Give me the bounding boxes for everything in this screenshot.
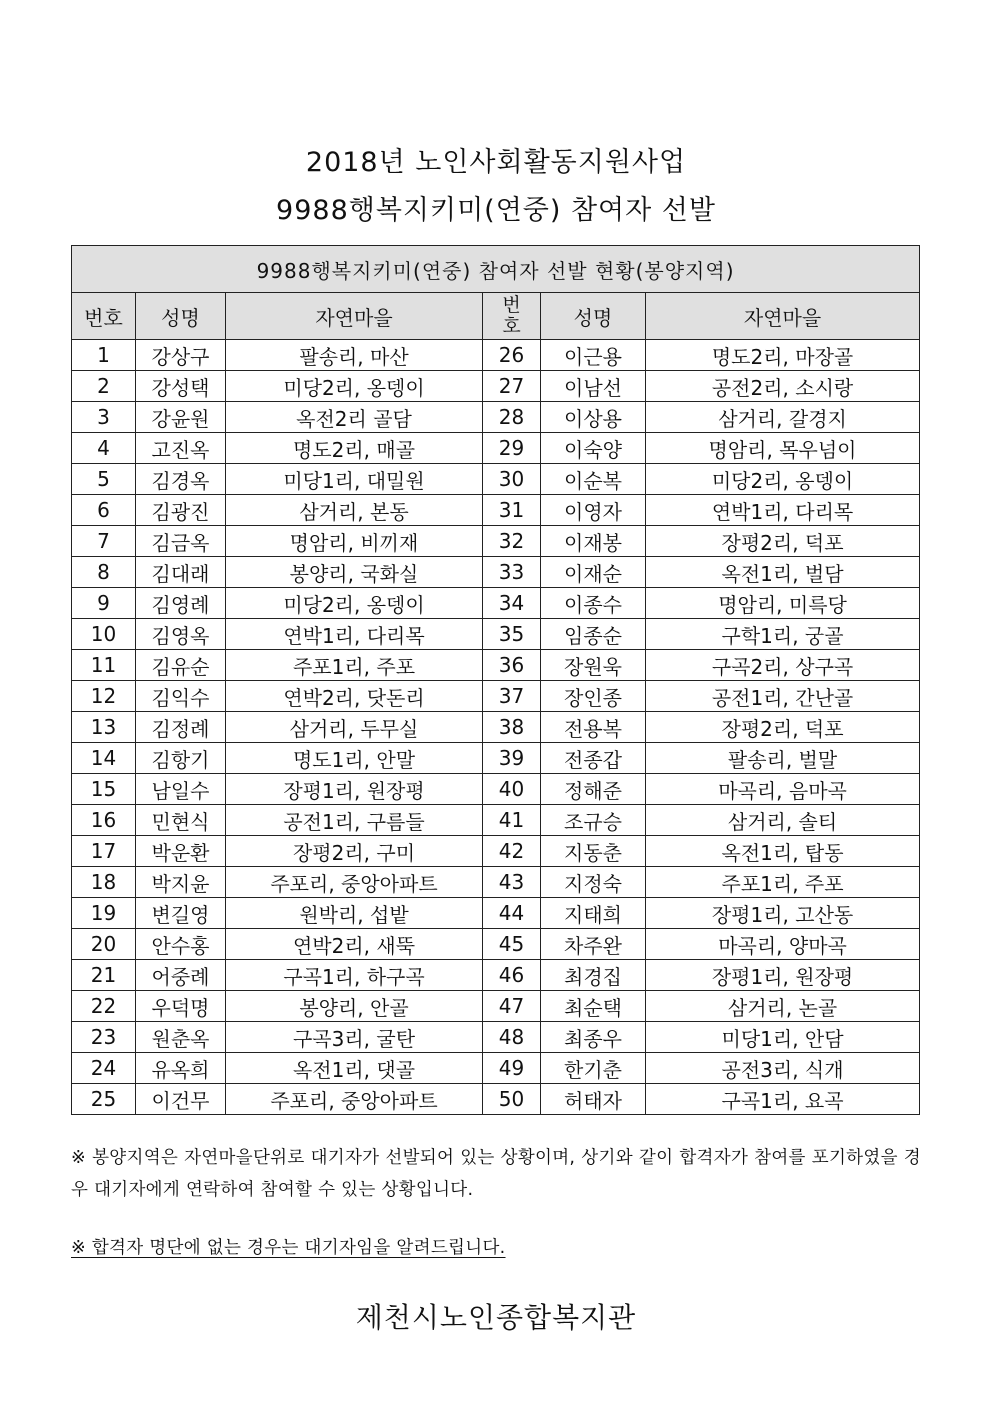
village-name: 명암리, 목우넘이 bbox=[646, 433, 920, 464]
header-village-left: 자연마을 bbox=[226, 293, 483, 340]
village-name: 팔송리, 마산 bbox=[226, 340, 483, 371]
row-number: 50 bbox=[483, 1084, 541, 1115]
village-name: 미당1리, 안담 bbox=[646, 1022, 920, 1053]
header-no-right: 번 호 bbox=[483, 293, 541, 340]
participant-name: 김영옥 bbox=[136, 619, 226, 650]
village-name: 봉양리, 국화실 bbox=[226, 557, 483, 588]
village-name: 공전1리, 구름들 bbox=[226, 805, 483, 836]
row-number: 36 bbox=[483, 650, 541, 681]
waitlist-note: ※ 봉양지역은 자연마을단위로 대기자가 선발되어 있는 상황이며, 상기와 같이 합격자가 참여를 포기하였을 경우 대기자에게 연락하여 참여할 수 있는 상황입니다. bbox=[71, 1148, 921, 1200]
participant-name: 유옥희 bbox=[136, 1053, 226, 1084]
village-name: 명암리, 비끼재 bbox=[226, 526, 483, 557]
participant-name: 이상용 bbox=[541, 402, 646, 433]
row-number: 31 bbox=[483, 495, 541, 526]
table-row bbox=[72, 712, 920, 743]
table-row bbox=[72, 433, 920, 464]
table-row bbox=[72, 867, 920, 898]
participant-name: 이종수 bbox=[541, 588, 646, 619]
village-name: 구곡2리, 상구곡 bbox=[646, 650, 920, 681]
participant-name: 김광진 bbox=[136, 495, 226, 526]
village-name: 명암리, 미륵당 bbox=[646, 588, 920, 619]
participant-name: 전용복 bbox=[541, 712, 646, 743]
table-row bbox=[72, 774, 920, 805]
document-title-line1: 2018년 노인사회활동지원사업 bbox=[305, 147, 687, 178]
village-name: 봉양리, 안골 bbox=[226, 991, 483, 1022]
participant-name: 김익수 bbox=[136, 681, 226, 712]
participant-name: 장원욱 bbox=[541, 650, 646, 681]
participant-name: 강상구 bbox=[136, 340, 226, 371]
village-name: 옥전1리, 탑동 bbox=[646, 836, 920, 867]
header-no-left: 번호 bbox=[72, 293, 136, 340]
row-number: 33 bbox=[483, 557, 541, 588]
village-name: 삼거리, 솔티 bbox=[646, 805, 920, 836]
participant-name: 김유순 bbox=[136, 650, 226, 681]
participant-name: 지태희 bbox=[541, 898, 646, 929]
participant-name: 지동춘 bbox=[541, 836, 646, 867]
village-name: 구곡1리, 요곡 bbox=[646, 1084, 920, 1115]
participant-name: 어중례 bbox=[136, 960, 226, 991]
village-name: 구곡3리, 굴탄 bbox=[226, 1022, 483, 1053]
row-number: 1 bbox=[72, 340, 136, 371]
participant-name: 김항기 bbox=[136, 743, 226, 774]
row-number: 19 bbox=[72, 898, 136, 929]
village-name: 공전1리, 간난골 bbox=[646, 681, 920, 712]
row-number: 21 bbox=[72, 960, 136, 991]
row-number: 40 bbox=[483, 774, 541, 805]
row-number: 41 bbox=[483, 805, 541, 836]
participant-name: 김영례 bbox=[136, 588, 226, 619]
village-name: 연박2리, 닷돈리 bbox=[226, 681, 483, 712]
participant-name: 박운환 bbox=[136, 836, 226, 867]
table-row bbox=[72, 898, 920, 929]
header-village-right: 자연마을 bbox=[646, 293, 920, 340]
participant-name: 고진옥 bbox=[136, 433, 226, 464]
participant-name: 조규승 bbox=[541, 805, 646, 836]
village-name: 장평1리, 원장평 bbox=[226, 774, 483, 805]
row-number: 39 bbox=[483, 743, 541, 774]
row-number: 15 bbox=[72, 774, 136, 805]
village-name: 원박리, 섭밭 bbox=[226, 898, 483, 929]
document-title-line2: 9988행복지키미(연중) 참여자 선발 bbox=[276, 195, 716, 226]
village-name: 옥전1리, 댓골 bbox=[226, 1053, 483, 1084]
village-name: 연박2리, 새뚝 bbox=[226, 929, 483, 960]
participant-name: 이남선 bbox=[541, 371, 646, 402]
participant-name: 전종갑 bbox=[541, 743, 646, 774]
row-number: 20 bbox=[72, 929, 136, 960]
table-row bbox=[72, 340, 920, 371]
village-name: 명도1리, 안말 bbox=[226, 743, 483, 774]
row-number: 49 bbox=[483, 1053, 541, 1084]
row-number: 38 bbox=[483, 712, 541, 743]
participant-name: 이재봉 bbox=[541, 526, 646, 557]
village-name: 마곡리, 양마곡 bbox=[646, 929, 920, 960]
village-name: 팔송리, 벌말 bbox=[646, 743, 920, 774]
participant-name: 강성택 bbox=[136, 371, 226, 402]
row-number: 27 bbox=[483, 371, 541, 402]
village-name: 명도2리, 마장골 bbox=[646, 340, 920, 371]
village-name: 명도2리, 매골 bbox=[226, 433, 483, 464]
row-number: 47 bbox=[483, 991, 541, 1022]
row-number: 37 bbox=[483, 681, 541, 712]
participant-name: 강윤원 bbox=[136, 402, 226, 433]
row-number: 9 bbox=[72, 588, 136, 619]
village-name: 장평2리, 구미 bbox=[226, 836, 483, 867]
row-number: 45 bbox=[483, 929, 541, 960]
table-row bbox=[72, 991, 920, 1022]
header-name-left: 성명 bbox=[136, 293, 226, 340]
participant-name: 허태자 bbox=[541, 1084, 646, 1115]
row-number: 6 bbox=[72, 495, 136, 526]
village-name: 옥전1리, 벌담 bbox=[646, 557, 920, 588]
row-number: 7 bbox=[72, 526, 136, 557]
row-number: 3 bbox=[72, 402, 136, 433]
row-number: 23 bbox=[72, 1022, 136, 1053]
row-number: 48 bbox=[483, 1022, 541, 1053]
row-number: 43 bbox=[483, 867, 541, 898]
village-name: 연박1리, 다리목 bbox=[646, 495, 920, 526]
participant-name: 안수홍 bbox=[136, 929, 226, 960]
village-name: 공전2리, 소시랑 bbox=[646, 371, 920, 402]
village-name: 구학1리, 궁골 bbox=[646, 619, 920, 650]
row-number: 8 bbox=[72, 557, 136, 588]
table-row bbox=[72, 960, 920, 991]
village-name: 주포1리, 주포 bbox=[646, 867, 920, 898]
village-name: 삼거리, 본동 bbox=[226, 495, 483, 526]
table-row bbox=[72, 402, 920, 433]
row-number: 46 bbox=[483, 960, 541, 991]
participant-name: 임종순 bbox=[541, 619, 646, 650]
participant-name: 최경집 bbox=[541, 960, 646, 991]
village-name: 삼거리, 논골 bbox=[646, 991, 920, 1022]
participant-name: 김정례 bbox=[136, 712, 226, 743]
row-number: 13 bbox=[72, 712, 136, 743]
table-row bbox=[72, 495, 920, 526]
village-name: 장평1리, 원장평 bbox=[646, 960, 920, 991]
participant-name: 김금옥 bbox=[136, 526, 226, 557]
table-row bbox=[72, 588, 920, 619]
participant-name: 김대래 bbox=[136, 557, 226, 588]
row-number: 42 bbox=[483, 836, 541, 867]
row-number: 30 bbox=[483, 464, 541, 495]
participant-name: 지정숙 bbox=[541, 867, 646, 898]
village-name: 미당2리, 옹뎅이 bbox=[646, 464, 920, 495]
table-row bbox=[72, 650, 920, 681]
table-row bbox=[72, 464, 920, 495]
village-name: 옥전2리 골담 bbox=[226, 402, 483, 433]
participant-name: 이재순 bbox=[541, 557, 646, 588]
village-name: 장평1리, 고산동 bbox=[646, 898, 920, 929]
table-row bbox=[72, 1053, 920, 1084]
row-number: 2 bbox=[72, 371, 136, 402]
participant-name: 이숙양 bbox=[541, 433, 646, 464]
participant-name: 차주완 bbox=[541, 929, 646, 960]
participant-name: 원춘옥 bbox=[136, 1022, 226, 1053]
participant-name: 이근용 bbox=[541, 340, 646, 371]
village-name: 주포1리, 주포 bbox=[226, 650, 483, 681]
row-number: 26 bbox=[483, 340, 541, 371]
village-name: 미당1리, 대밀원 bbox=[226, 464, 483, 495]
participant-name: 이영자 bbox=[541, 495, 646, 526]
participant-name: 변길영 bbox=[136, 898, 226, 929]
village-name: 장평2리, 덕포 bbox=[646, 712, 920, 743]
village-name: 구곡1리, 하구곡 bbox=[226, 960, 483, 991]
table-row bbox=[72, 557, 920, 588]
row-number: 12 bbox=[72, 681, 136, 712]
organization-name: 제천시노인종합복지관 bbox=[355, 1301, 637, 1334]
row-number: 34 bbox=[483, 588, 541, 619]
waitlist-notice-underlined: ※ 합격자 명단에 없는 경우는 대기자임을 알려드립니다. bbox=[71, 1238, 506, 1258]
table-row bbox=[72, 526, 920, 557]
table-row bbox=[72, 619, 920, 650]
table-body bbox=[72, 340, 920, 1115]
row-number: 29 bbox=[483, 433, 541, 464]
row-number: 25 bbox=[72, 1084, 136, 1115]
participant-name: 정해준 bbox=[541, 774, 646, 805]
participant-name: 장인종 bbox=[541, 681, 646, 712]
village-name: 연박1리, 다리목 bbox=[226, 619, 483, 650]
participant-table bbox=[71, 245, 920, 1115]
table-row bbox=[72, 929, 920, 960]
village-name: 미당2리, 옹뎅이 bbox=[226, 371, 483, 402]
row-number: 14 bbox=[72, 743, 136, 774]
row-number: 5 bbox=[72, 464, 136, 495]
row-number: 10 bbox=[72, 619, 136, 650]
row-number: 17 bbox=[72, 836, 136, 867]
table-row bbox=[72, 743, 920, 774]
table-banner: 9988행복지키미(연중) 참여자 선발 현황(봉양지역) bbox=[72, 246, 920, 293]
row-number: 4 bbox=[72, 433, 136, 464]
row-number: 24 bbox=[72, 1053, 136, 1084]
row-number: 11 bbox=[72, 650, 136, 681]
village-name: 미당2리, 옹뎅이 bbox=[226, 588, 483, 619]
row-number: 44 bbox=[483, 898, 541, 929]
village-name: 주포리, 중앙아파트 bbox=[226, 867, 483, 898]
row-number: 16 bbox=[72, 805, 136, 836]
row-number: 32 bbox=[483, 526, 541, 557]
village-name: 공전3리, 식개 bbox=[646, 1053, 920, 1084]
participant-name: 남일수 bbox=[136, 774, 226, 805]
participant-name: 이건무 bbox=[136, 1084, 226, 1115]
participant-name: 김경옥 bbox=[136, 464, 226, 495]
row-number: 28 bbox=[483, 402, 541, 433]
table-row bbox=[72, 836, 920, 867]
participant-name: 최종우 bbox=[541, 1022, 646, 1053]
table-row bbox=[72, 371, 920, 402]
header-name-right: 성명 bbox=[541, 293, 646, 340]
participant-name: 박지윤 bbox=[136, 867, 226, 898]
table-row bbox=[72, 1022, 920, 1053]
village-name: 장평2리, 덕포 bbox=[646, 526, 920, 557]
row-number: 18 bbox=[72, 867, 136, 898]
participant-name: 민현식 bbox=[136, 805, 226, 836]
village-name: 마곡리, 음마곡 bbox=[646, 774, 920, 805]
participant-name: 우덕명 bbox=[136, 991, 226, 1022]
row-number: 35 bbox=[483, 619, 541, 650]
participant-name: 한기춘 bbox=[541, 1053, 646, 1084]
village-name: 삼거리, 두무실 bbox=[226, 712, 483, 743]
participant-name: 이순복 bbox=[541, 464, 646, 495]
village-name: 삼거리, 갈경지 bbox=[646, 402, 920, 433]
village-name: 주포리, 중앙아파트 bbox=[226, 1084, 483, 1115]
participant-name: 최순택 bbox=[541, 991, 646, 1022]
table-row bbox=[72, 681, 920, 712]
table-row bbox=[72, 1084, 920, 1115]
table-row bbox=[72, 805, 920, 836]
row-number: 22 bbox=[72, 991, 136, 1022]
